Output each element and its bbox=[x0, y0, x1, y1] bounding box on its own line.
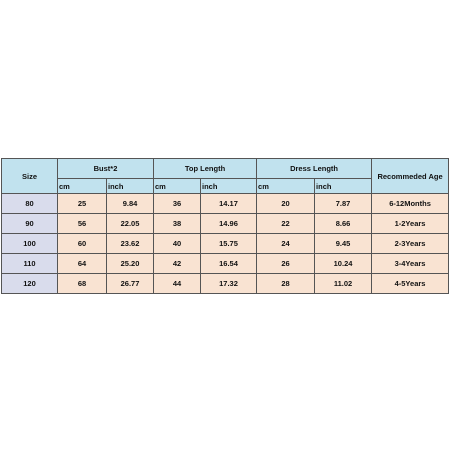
recommended-age-header: Recommeded Age bbox=[372, 159, 449, 194]
age-cell: 2-3Years bbox=[372, 234, 449, 254]
size-cell: 100 bbox=[2, 234, 58, 254]
bust-inch-cell: 22.05 bbox=[107, 214, 154, 234]
top-length-cm-cell: 42 bbox=[154, 254, 201, 274]
top-length-header: Top Length bbox=[154, 159, 257, 179]
dress-length-header: Dress Length bbox=[257, 159, 372, 179]
size-cell: 90 bbox=[2, 214, 58, 234]
dress-length-inch-cell: 8.66 bbox=[315, 214, 372, 234]
unit-label: inch bbox=[107, 179, 154, 194]
unit-label: cm bbox=[154, 179, 201, 194]
table-row bbox=[2, 194, 449, 214]
bust-cm-cell: 56 bbox=[58, 214, 107, 234]
size-cell: 80 bbox=[2, 194, 58, 214]
unit-label: cm bbox=[257, 179, 315, 194]
bust-cm-cell: 25 bbox=[58, 194, 107, 214]
bust-inch-cell: 9.84 bbox=[107, 194, 154, 214]
age-cell: 3-4Years bbox=[372, 254, 449, 274]
size-header: Size bbox=[2, 159, 58, 194]
dress-length-inch-cell: 9.45 bbox=[315, 234, 372, 254]
bust-inch-cell: 23.62 bbox=[107, 234, 154, 254]
unit-label: cm bbox=[58, 179, 107, 194]
dress-length-inch-cell: 11.02 bbox=[315, 274, 372, 294]
dress-length-cm-cell: 28 bbox=[257, 274, 315, 294]
table-row bbox=[2, 234, 449, 254]
age-cell: 1-2Years bbox=[372, 214, 449, 234]
top-length-inch-cell: 14.96 bbox=[201, 214, 257, 234]
dress-length-cm-cell: 26 bbox=[257, 254, 315, 274]
bust-cm-cell: 60 bbox=[58, 234, 107, 254]
top-length-inch-cell: 16.54 bbox=[201, 254, 257, 274]
bust-cm-cell: 64 bbox=[58, 254, 107, 274]
top-length-inch-cell: 15.75 bbox=[201, 234, 257, 254]
bust-inch-cell: 25.20 bbox=[107, 254, 154, 274]
top-length-inch-cell: 14.17 bbox=[201, 194, 257, 214]
top-length-inch-cell: 17.32 bbox=[201, 274, 257, 294]
bust-inch-cell: 26.77 bbox=[107, 274, 154, 294]
header-row bbox=[2, 159, 449, 179]
table-row bbox=[2, 254, 449, 274]
bust-cm-cell: 68 bbox=[58, 274, 107, 294]
age-cell: 6-12Months bbox=[372, 194, 449, 214]
top-length-cm-cell: 36 bbox=[154, 194, 201, 214]
top-length-cm-cell: 40 bbox=[154, 234, 201, 254]
unit-label: inch bbox=[315, 179, 372, 194]
size-chart-table bbox=[1, 158, 449, 294]
unit-label: inch bbox=[201, 179, 257, 194]
size-cell: 120 bbox=[2, 274, 58, 294]
top-length-cm-cell: 38 bbox=[154, 214, 201, 234]
size-cell: 110 bbox=[2, 254, 58, 274]
bust-header: Bust*2 bbox=[58, 159, 154, 179]
dress-length-cm-cell: 24 bbox=[257, 234, 315, 254]
dress-length-cm-cell: 22 bbox=[257, 214, 315, 234]
dress-length-cm-cell: 20 bbox=[257, 194, 315, 214]
size-chart bbox=[1, 158, 448, 296]
top-length-cm-cell: 44 bbox=[154, 274, 201, 294]
age-cell: 4-5Years bbox=[372, 274, 449, 294]
dress-length-inch-cell: 10.24 bbox=[315, 254, 372, 274]
table-row bbox=[2, 274, 449, 294]
dress-length-inch-cell: 7.87 bbox=[315, 194, 372, 214]
table-row bbox=[2, 214, 449, 234]
